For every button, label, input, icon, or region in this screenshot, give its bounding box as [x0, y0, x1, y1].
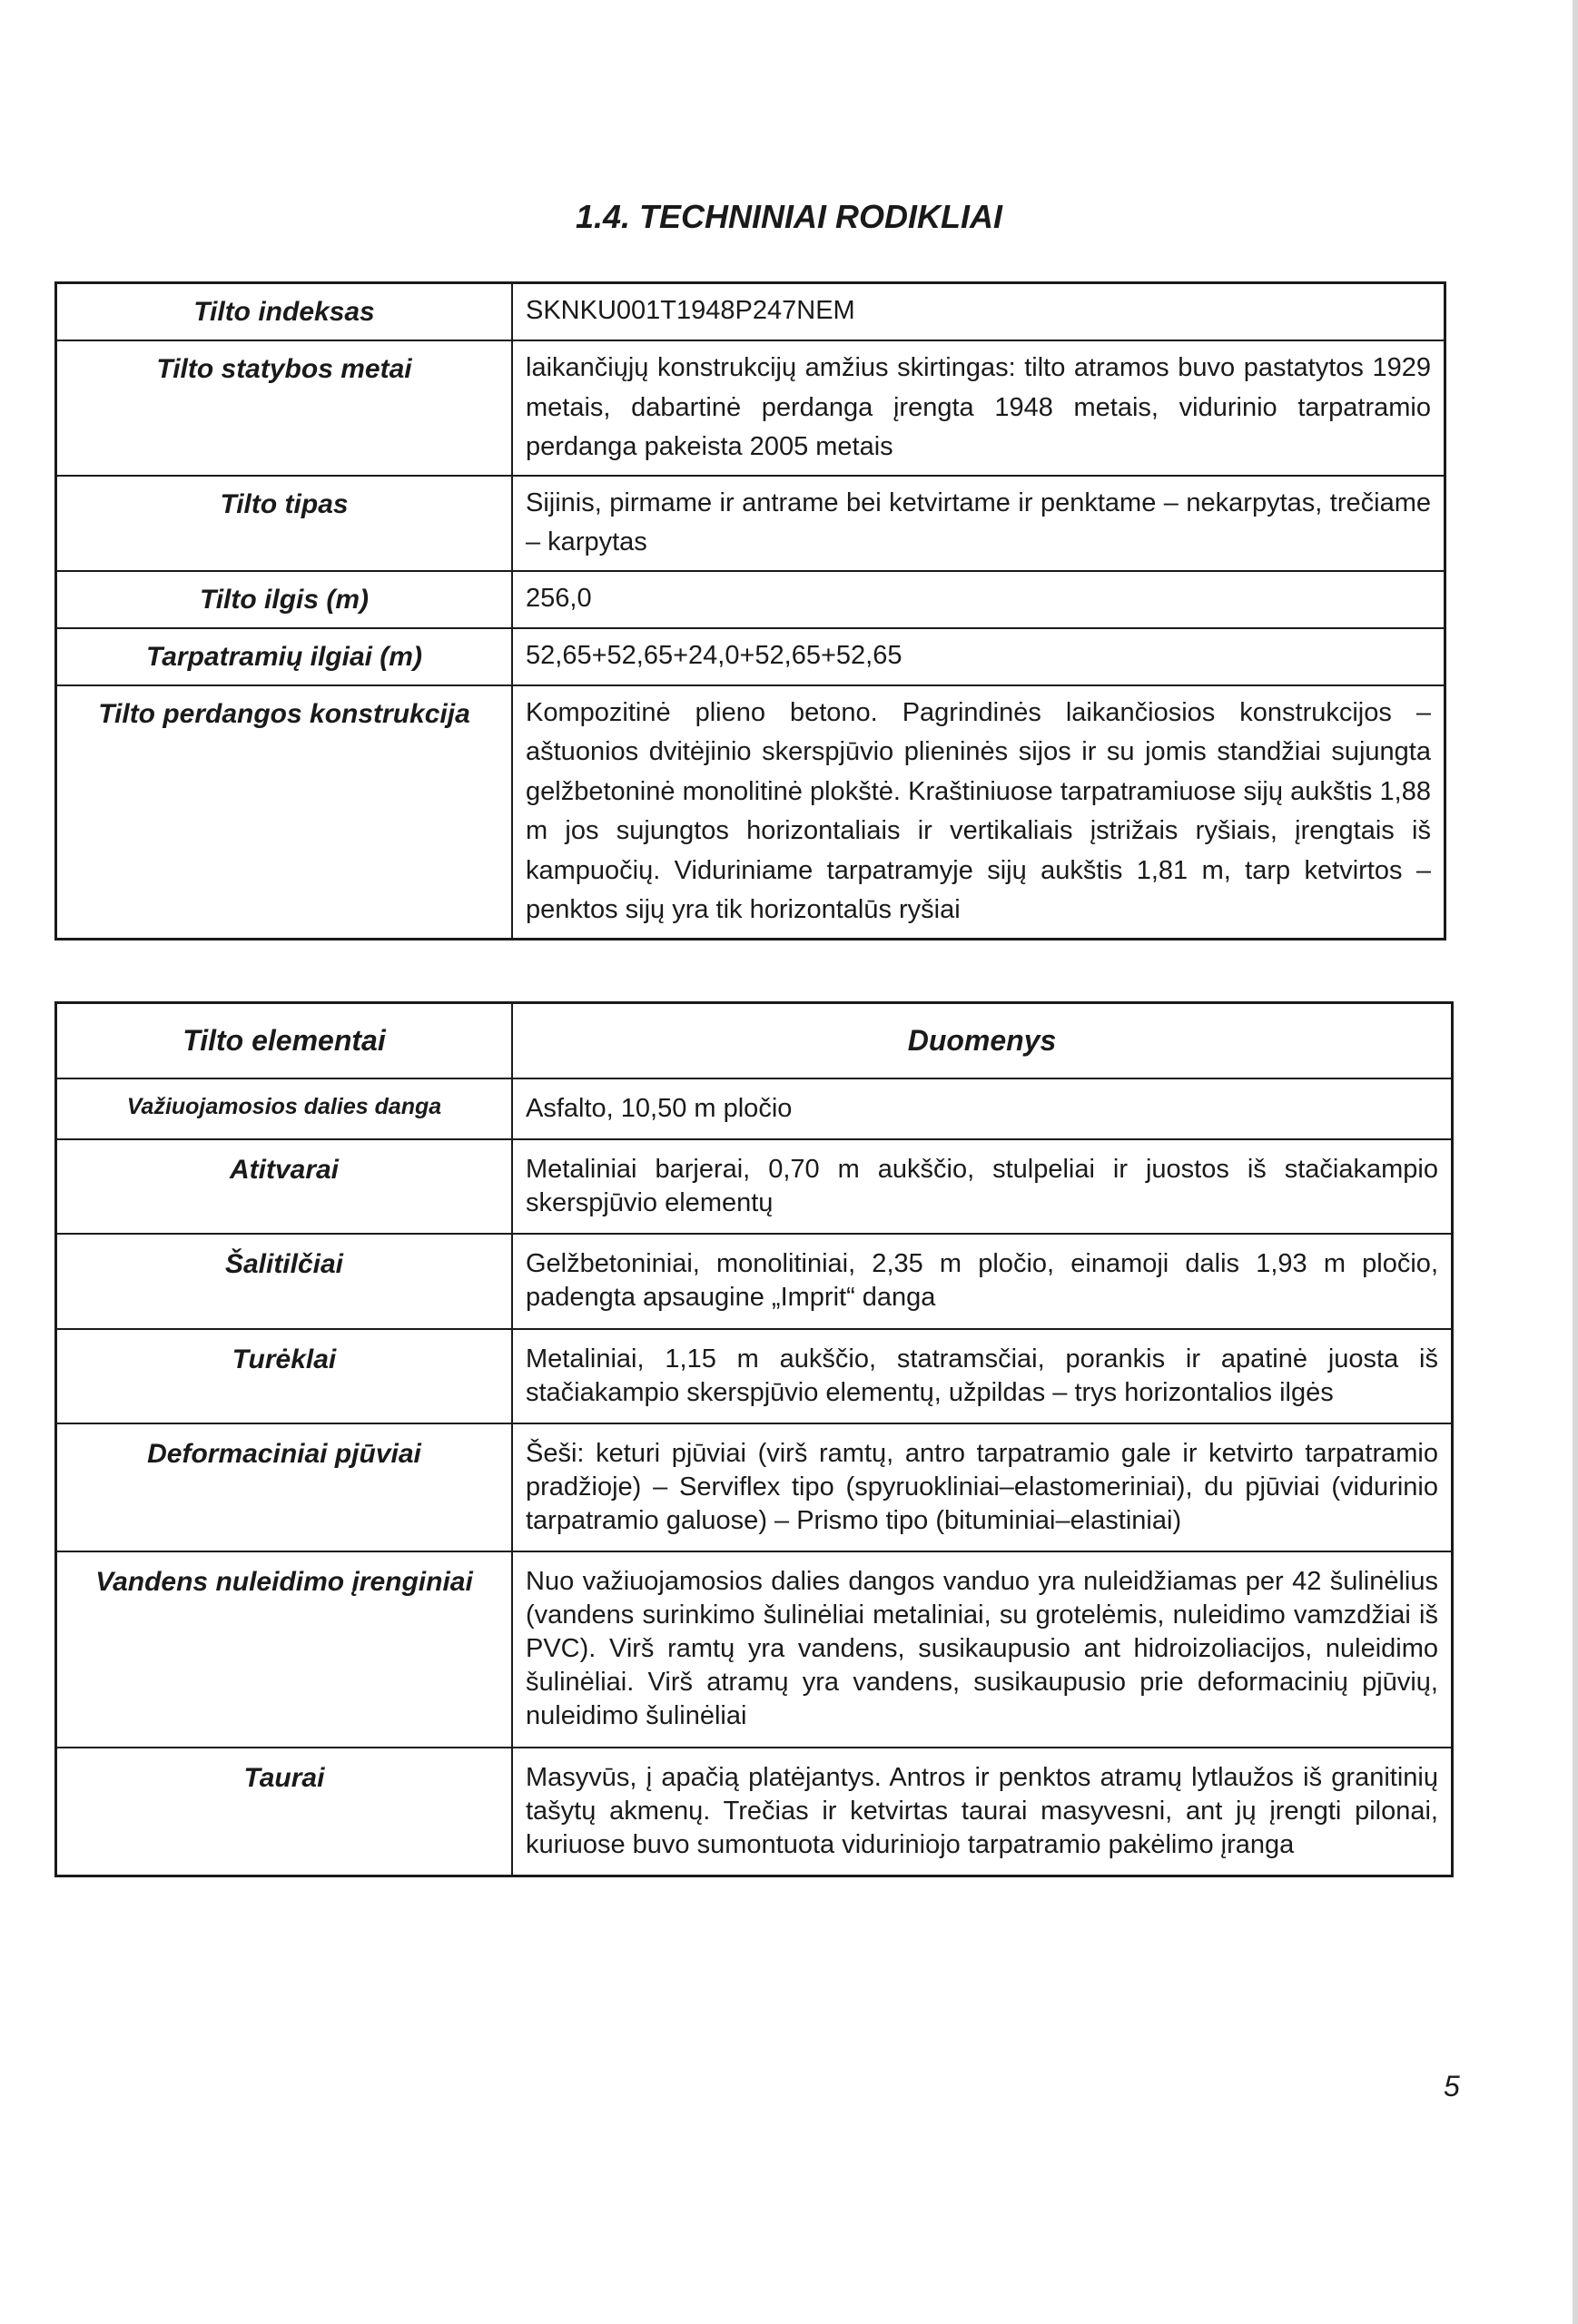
row-value: Kompozitinė plieno betono. Pagrindinės laikančiosios konstrukcijos – aštuonios dvitėjinio skerspjūvio plieninės sijos ir su jomis standžiai sujungta gelžbetoninė monolitinė plokštė. Kraštiniuose tarpatramiuose sijų aukštis 1,88 m jos sujungtos horizontaliais ir vertikaliais įstrižais ryšiais, įrengtais iš kampuočių. Viduriniame tarpatramyje sijų aukštis 1,81 m, tarp ketvirtos – penktos sijų yra tik horizontalūs ryšiai [512, 685, 1445, 940]
table-row [56, 283, 1445, 341]
row-label: Tilto indeksas [56, 283, 513, 341]
table-header-row [56, 1003, 1453, 1078]
row-value: Asfalto, 10,50 m pločio [512, 1078, 1453, 1139]
row-value: SKNKU001T1948P247NEM [512, 283, 1445, 341]
table-row [56, 571, 1445, 628]
table-row [56, 1234, 1453, 1328]
row-value: laikančiųjų konstrukcijų amžius skirtingas: tilto atramos buvo pastatytos 1929 metais, dabartinė perdanga įrengta 1948 metais, vidurinio tarpatramio perdanga pakeista 2005 metais [512, 340, 1445, 476]
page-number: 5 [1444, 2070, 1460, 2102]
row-label: Šalitilčiai [56, 1234, 513, 1328]
table-row [56, 1423, 1453, 1551]
column-header-elements: Tilto elementai [56, 1003, 513, 1078]
row-label: Taurai [56, 1748, 513, 1876]
row-label: Tilto statybos metai [56, 340, 513, 476]
table-row [56, 1748, 1453, 1876]
table-row [56, 1551, 1453, 1748]
page-edge-shadow [1573, 0, 1578, 2324]
row-label: Deformaciniai pjūviai [56, 1423, 513, 1551]
row-value: Sijinis, pirmame ir antrame bei ketvirtame ir penktame – nekarpytas, trečiame – karpytas [512, 476, 1445, 571]
column-header-data: Duomenys [512, 1003, 1453, 1078]
row-value: 52,65+52,65+24,0+52,65+52,65 [512, 628, 1445, 685]
table-row [56, 685, 1445, 940]
row-label: Tarpatramių ilgiai (m) [56, 628, 513, 685]
row-label: Tilto tipas [56, 476, 513, 571]
table-row [56, 1329, 1453, 1423]
row-value: Masyvūs, į apačią platėjantys. Antros ir penktos atramų lytlaužos iš granitinių tašytų akmenų. Trečias ir ketvirtas taurai masyvesni, ant jų įrengti pilonai, kuriuose buvo sumontuota viduriniojo tarpatramio pakėlimo įranga [512, 1748, 1453, 1876]
row-label: Atitvarai [56, 1139, 513, 1234]
table-row [56, 340, 1445, 476]
row-label: Turėklai [56, 1329, 513, 1423]
row-label: Tilto perdangos konstrukcija [56, 685, 513, 940]
table-row [56, 476, 1445, 571]
page-title: 1.4. TECHNINIAI RODIKLIAI [575, 198, 1003, 235]
row-value: Metaliniai barjerai, 0,70 m aukščio, stulpeliai ir juostos iš stačiakampio skerspjūvio elementų [512, 1139, 1453, 1234]
table-row [56, 628, 1445, 685]
row-label: Vandens nuleidimo įrenginiai [56, 1551, 513, 1748]
table-row [56, 1078, 1453, 1139]
row-value: Nuo važiuojamosios dalies dangos vanduo yra nuleidžiamas per 42 šulinėlius (vandens surinkimo šulinėliai metaliniai, su grotelėmis, nuleidimo vamzdžiai iš PVC). Virš ramtų yra vandens, susikaupusio ant hidroizoliacijos, nuleidimo šulinėliai. Virš atramų yra vandens, susikaupusio prie deformacinių pjūvių, nuleidimo šulinėliai [512, 1551, 1453, 1748]
row-value: Gelžbetoniniai, monolitiniai, 2,35 m pločio, einamoji dalis 1,93 m pločio, padengta apsaugine „Imprit“ danga [512, 1234, 1453, 1328]
row-label: Važiuojamosios dalies danga [56, 1078, 513, 1139]
row-value: Šeši: keturi pjūviai (virš ramtų, antro tarpatramio gale ir ketvirto tarpatramio pradžioje) – Serviflex tipo (spyruokliniai–elastomeriniai), du pjūviai (vidurinio tarpatramio galuose) – Prismo tipo (bituminiai–elastiniai) [512, 1423, 1453, 1551]
row-value: Metaliniai, 1,15 m aukščio, statramsčiai, porankis ir apatinė juosta iš stačiakampio skerspjūvio elementų, užpildas – trys horizontalios ilgės [512, 1329, 1453, 1423]
row-value: 256,0 [512, 571, 1445, 628]
bridge-elements-table [54, 1001, 1454, 1877]
technical-indicators-table [54, 281, 1446, 940]
table-row [56, 1139, 1453, 1234]
row-label: Tilto ilgis (m) [56, 571, 513, 628]
